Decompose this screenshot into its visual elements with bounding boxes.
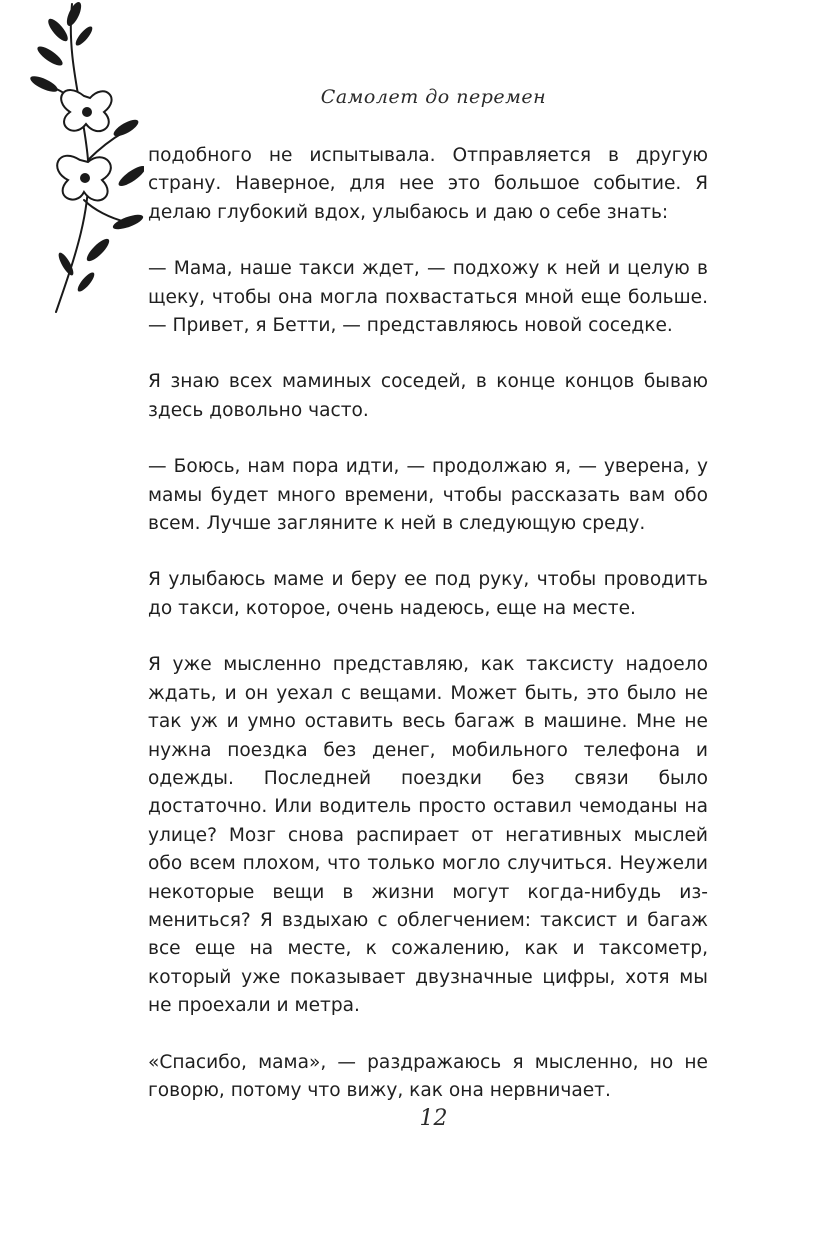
paragraph: — Мама, наше такси ждет, — подхожу к ней и целую в щеку, чтобы она могла похвастаться мной еще больше. — Привет, я Бетти, — представляюсь новой соседке.: [148, 258, 708, 337]
paragraph: Я улыбаюсь маме и беру ее под руку, чтобы проводить до такси, которое, очень надеюсь, еще на месте.: [148, 569, 708, 619]
body-text: [148, 142, 708, 1133]
page-number: 12: [419, 1106, 448, 1131]
paragraph: Я знаю всех маминых соседей, в конце концов бываю здесь довольно часто.: [148, 371, 708, 421]
paragraph: Я уже мысленно представляю, как таксисту надоело ждать, и он уехал с вещами. Может быть, это было не так уж и умно оставить весь багаж в машине. Мне не нужна поездка без денег, мобильного телефона и одежды. Последней поездки без связи было достаточно. Или водитель просто оставил чемоданы на улице? Мозг снова распирает от негативных мыслей обо всем плохом, что только могло случиться. Неужели некоторые вещи в жизни могут когда-нибудь измениться? Я вздыхаю с облегчением: таксист и багаж все еще на месте, к сожалению, как и таксометр, который уже показывает двузначные цифры, хотя мы не проехали и метра.: [148, 654, 708, 1017]
paragraph: — Боюсь, нам пора идти, — продолжаю я, — уверена, у мамы будет много времени, чтобы рассказать вам обо всем. Лучше загляните к ней в следующую среду.: [148, 456, 708, 535]
running-head: Самолет до перемен: [320, 86, 547, 108]
paragraph: подобного не испытывала. Отправляется в другую страну. Наверное, для нее это большое событие. Я делаю глубокий вдох, улыбаюсь и даю о себе знать:: [148, 145, 708, 223]
floral-ornament: [14, 0, 144, 320]
paragraph: «Спасибо, мама», — раздражаюсь я мысленно, но не говорю, потому что вижу, как она нервничает.: [148, 1051, 708, 1101]
